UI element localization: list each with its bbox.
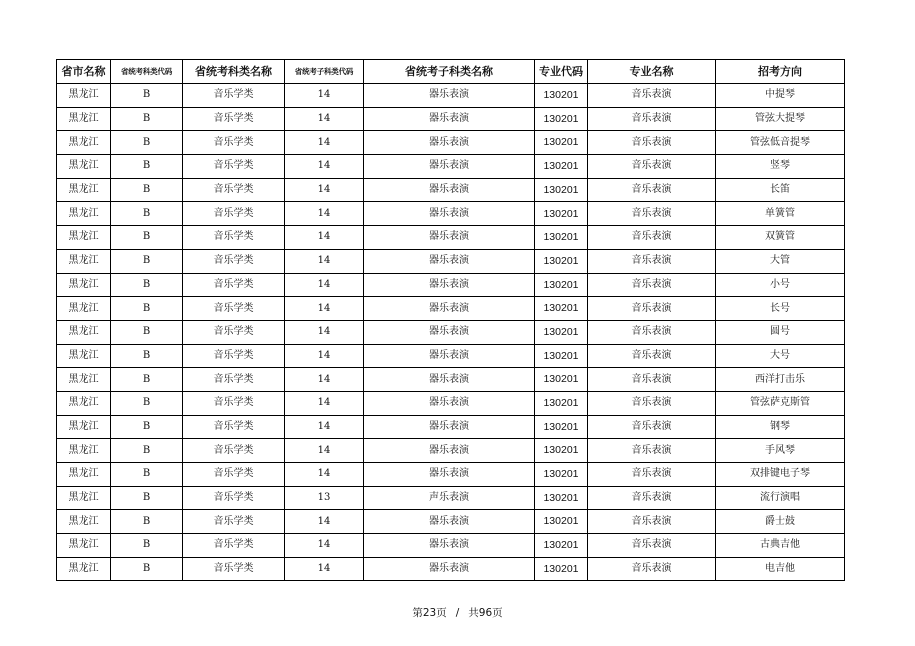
cell-major-code: 130201 xyxy=(535,131,588,155)
cell-major-code: 130201 xyxy=(535,391,588,415)
cell-subcategory-name: 器乐表演 xyxy=(364,368,535,392)
cell-subcategory-name: 器乐表演 xyxy=(364,178,535,202)
cell-subcategory-name: 器乐表演 xyxy=(364,202,535,226)
cell-province: 黑龙江 xyxy=(57,131,111,155)
cell-subcategory-code: 14 xyxy=(285,84,364,108)
cell-major-name: 音乐表演 xyxy=(588,320,716,344)
table-row xyxy=(57,415,845,439)
cell-subcategory-code: 14 xyxy=(285,107,364,131)
cell-subcategory-code: 14 xyxy=(285,226,364,250)
cell-province: 黑龙江 xyxy=(57,297,111,321)
cell-major-code: 130201 xyxy=(535,534,588,558)
cell-category-code: B xyxy=(111,368,183,392)
cell-category-name: 音乐学类 xyxy=(183,131,285,155)
cell-subcategory-name: 器乐表演 xyxy=(364,463,535,487)
cell-direction: 钢琴 xyxy=(716,415,845,439)
cell-province: 黑龙江 xyxy=(57,249,111,273)
cell-subcategory-name: 器乐表演 xyxy=(364,249,535,273)
current-page-label: 第23页 xyxy=(412,607,447,619)
cell-subcategory-code: 14 xyxy=(285,155,364,179)
cell-major-code: 130201 xyxy=(535,249,588,273)
cell-major-name: 音乐表演 xyxy=(588,463,716,487)
cell-direction: 管弦萨克斯管 xyxy=(716,391,845,415)
cell-province: 黑龙江 xyxy=(57,202,111,226)
cell-category-code: B xyxy=(111,510,183,534)
table-row xyxy=(57,297,845,321)
cell-province: 黑龙江 xyxy=(57,463,111,487)
header-subcategory-code: 省统考子科类代码 xyxy=(285,60,364,84)
cell-subcategory-code: 14 xyxy=(285,368,364,392)
cell-subcategory-code: 14 xyxy=(285,202,364,226)
table-body xyxy=(57,84,845,581)
page-footer xyxy=(0,605,915,620)
cell-category-name: 音乐学类 xyxy=(183,320,285,344)
cell-direction: 爵士鼓 xyxy=(716,510,845,534)
cell-subcategory-code: 14 xyxy=(285,249,364,273)
cell-direction: 双簧管 xyxy=(716,226,845,250)
table-row xyxy=(57,510,845,534)
cell-major-name: 音乐表演 xyxy=(588,534,716,558)
cell-category-name: 音乐学类 xyxy=(183,84,285,108)
table-row xyxy=(57,463,845,487)
enrollment-table-container xyxy=(56,59,844,581)
cell-category-name: 音乐学类 xyxy=(183,439,285,463)
cell-subcategory-name: 器乐表演 xyxy=(364,534,535,558)
cell-major-name: 音乐表演 xyxy=(588,297,716,321)
cell-category-code: B xyxy=(111,84,183,108)
cell-direction: 管弦低音提琴 xyxy=(716,131,845,155)
cell-category-name: 音乐学类 xyxy=(183,107,285,131)
cell-category-name: 音乐学类 xyxy=(183,226,285,250)
cell-major-code: 130201 xyxy=(535,510,588,534)
cell-major-code: 130201 xyxy=(535,557,588,581)
cell-subcategory-code: 14 xyxy=(285,131,364,155)
cell-major-name: 音乐表演 xyxy=(588,202,716,226)
cell-province: 黑龙江 xyxy=(57,368,111,392)
cell-subcategory-name: 器乐表演 xyxy=(364,415,535,439)
table-row xyxy=(57,202,845,226)
cell-category-name: 音乐学类 xyxy=(183,155,285,179)
cell-category-code: B xyxy=(111,557,183,581)
cell-subcategory-code: 14 xyxy=(285,178,364,202)
cell-major-code: 130201 xyxy=(535,178,588,202)
cell-major-name: 音乐表演 xyxy=(588,107,716,131)
cell-category-code: B xyxy=(111,202,183,226)
cell-province: 黑龙江 xyxy=(57,273,111,297)
table-row xyxy=(57,107,845,131)
cell-major-name: 音乐表演 xyxy=(588,131,716,155)
cell-subcategory-name: 器乐表演 xyxy=(364,439,535,463)
cell-direction: 大管 xyxy=(716,249,845,273)
cell-major-name: 音乐表演 xyxy=(588,486,716,510)
cell-direction: 管弦大提琴 xyxy=(716,107,845,131)
cell-major-code: 130201 xyxy=(535,320,588,344)
cell-subcategory-code: 14 xyxy=(285,297,364,321)
cell-subcategory-code: 14 xyxy=(285,439,364,463)
cell-direction: 双排键电子琴 xyxy=(716,463,845,487)
cell-province: 黑龙江 xyxy=(57,155,111,179)
cell-category-code: B xyxy=(111,226,183,250)
cell-province: 黑龙江 xyxy=(57,320,111,344)
cell-category-name: 音乐学类 xyxy=(183,344,285,368)
header-major-name: 专业名称 xyxy=(588,60,716,84)
cell-category-name: 音乐学类 xyxy=(183,391,285,415)
total-pages-label: 共96页 xyxy=(468,607,503,619)
cell-direction: 竖琴 xyxy=(716,155,845,179)
cell-category-code: B xyxy=(111,463,183,487)
cell-category-code: B xyxy=(111,344,183,368)
cell-category-name: 音乐学类 xyxy=(183,249,285,273)
cell-direction: 单簧管 xyxy=(716,202,845,226)
table-row xyxy=(57,131,845,155)
cell-subcategory-code: 14 xyxy=(285,344,364,368)
cell-direction: 电吉他 xyxy=(716,557,845,581)
cell-direction: 手风琴 xyxy=(716,439,845,463)
cell-subcategory-name: 器乐表演 xyxy=(364,391,535,415)
cell-category-code: B xyxy=(111,297,183,321)
table-row xyxy=(57,557,845,581)
cell-category-name: 音乐学类 xyxy=(183,463,285,487)
table-row xyxy=(57,486,845,510)
cell-subcategory-name: 器乐表演 xyxy=(364,297,535,321)
cell-major-code: 130201 xyxy=(535,344,588,368)
cell-province: 黑龙江 xyxy=(57,344,111,368)
cell-direction: 西洋打击乐 xyxy=(716,368,845,392)
cell-major-name: 音乐表演 xyxy=(588,249,716,273)
table-row xyxy=(57,391,845,415)
cell-province: 黑龙江 xyxy=(57,510,111,534)
cell-subcategory-code: 13 xyxy=(285,486,364,510)
cell-category-code: B xyxy=(111,107,183,131)
cell-category-name: 音乐学类 xyxy=(183,202,285,226)
cell-category-code: B xyxy=(111,249,183,273)
cell-category-name: 音乐学类 xyxy=(183,178,285,202)
header-category-code: 省统考科类代码 xyxy=(111,60,183,84)
header-category-name: 省统考科类名称 xyxy=(183,60,285,84)
cell-subcategory-name: 器乐表演 xyxy=(364,510,535,534)
cell-direction: 大号 xyxy=(716,344,845,368)
cell-subcategory-code: 14 xyxy=(285,510,364,534)
cell-major-code: 130201 xyxy=(535,84,588,108)
cell-province: 黑龙江 xyxy=(57,391,111,415)
cell-subcategory-name: 器乐表演 xyxy=(364,107,535,131)
cell-direction: 流行演唱 xyxy=(716,486,845,510)
cell-major-code: 130201 xyxy=(535,107,588,131)
cell-category-name: 音乐学类 xyxy=(183,368,285,392)
cell-category-code: B xyxy=(111,131,183,155)
cell-province: 黑龙江 xyxy=(57,84,111,108)
cell-subcategory-name: 器乐表演 xyxy=(364,84,535,108)
cell-category-code: B xyxy=(111,486,183,510)
cell-province: 黑龙江 xyxy=(57,178,111,202)
cell-province: 黑龙江 xyxy=(57,226,111,250)
cell-major-code: 130201 xyxy=(535,486,588,510)
cell-category-code: B xyxy=(111,155,183,179)
table-row xyxy=(57,178,845,202)
table-row xyxy=(57,344,845,368)
cell-province: 黑龙江 xyxy=(57,534,111,558)
cell-major-name: 音乐表演 xyxy=(588,510,716,534)
cell-category-name: 音乐学类 xyxy=(183,557,285,581)
header-province: 省市名称 xyxy=(57,60,111,84)
cell-major-name: 音乐表演 xyxy=(588,178,716,202)
cell-major-code: 130201 xyxy=(535,273,588,297)
cell-major-name: 音乐表演 xyxy=(588,368,716,392)
cell-major-name: 音乐表演 xyxy=(588,344,716,368)
table-row xyxy=(57,320,845,344)
cell-major-name: 音乐表演 xyxy=(588,273,716,297)
cell-category-name: 音乐学类 xyxy=(183,297,285,321)
cell-category-name: 音乐学类 xyxy=(183,415,285,439)
cell-major-name: 音乐表演 xyxy=(588,391,716,415)
cell-category-code: B xyxy=(111,320,183,344)
enrollment-table xyxy=(56,59,845,581)
cell-major-code: 130201 xyxy=(535,439,588,463)
cell-subcategory-name: 器乐表演 xyxy=(364,155,535,179)
cell-category-code: B xyxy=(111,273,183,297)
cell-major-name: 音乐表演 xyxy=(588,415,716,439)
table-row xyxy=(57,155,845,179)
cell-major-name: 音乐表演 xyxy=(588,557,716,581)
cell-subcategory-code: 14 xyxy=(285,415,364,439)
cell-subcategory-code: 14 xyxy=(285,534,364,558)
cell-subcategory-name: 器乐表演 xyxy=(364,320,535,344)
cell-major-code: 130201 xyxy=(535,155,588,179)
header-subcategory-name: 省统考子科类名称 xyxy=(364,60,535,84)
cell-province: 黑龙江 xyxy=(57,107,111,131)
cell-province: 黑龙江 xyxy=(57,415,111,439)
cell-province: 黑龙江 xyxy=(57,439,111,463)
cell-category-code: B xyxy=(111,415,183,439)
cell-major-code: 130201 xyxy=(535,463,588,487)
cell-direction: 圆号 xyxy=(716,320,845,344)
cell-subcategory-name: 器乐表演 xyxy=(364,557,535,581)
table-row xyxy=(57,368,845,392)
cell-direction: 长号 xyxy=(716,297,845,321)
cell-category-name: 音乐学类 xyxy=(183,510,285,534)
table-row xyxy=(57,226,845,250)
cell-category-name: 音乐学类 xyxy=(183,273,285,297)
cell-major-code: 130201 xyxy=(535,226,588,250)
cell-subcategory-code: 14 xyxy=(285,463,364,487)
cell-category-name: 音乐学类 xyxy=(183,486,285,510)
table-row xyxy=(57,439,845,463)
cell-category-code: B xyxy=(111,534,183,558)
cell-subcategory-code: 14 xyxy=(285,391,364,415)
cell-subcategory-name: 器乐表演 xyxy=(364,344,535,368)
cell-direction: 中提琴 xyxy=(716,84,845,108)
cell-direction: 古典吉他 xyxy=(716,534,845,558)
cell-major-name: 音乐表演 xyxy=(588,84,716,108)
cell-subcategory-name: 声乐表演 xyxy=(364,486,535,510)
cell-category-code: B xyxy=(111,178,183,202)
table-row xyxy=(57,84,845,108)
table-row xyxy=(57,534,845,558)
table-row xyxy=(57,249,845,273)
cell-province: 黑龙江 xyxy=(57,486,111,510)
cell-subcategory-code: 14 xyxy=(285,273,364,297)
cell-major-name: 音乐表演 xyxy=(588,155,716,179)
cell-category-name: 音乐学类 xyxy=(183,534,285,558)
cell-subcategory-name: 器乐表演 xyxy=(364,226,535,250)
header-direction: 招考方向 xyxy=(716,60,845,84)
cell-subcategory-code: 14 xyxy=(285,557,364,581)
cell-major-name: 音乐表演 xyxy=(588,226,716,250)
cell-major-code: 130201 xyxy=(535,415,588,439)
cell-subcategory-name: 器乐表演 xyxy=(364,273,535,297)
cell-major-code: 130201 xyxy=(535,202,588,226)
table-row xyxy=(57,273,845,297)
page-separator: / xyxy=(455,607,460,619)
cell-direction: 长笛 xyxy=(716,178,845,202)
cell-subcategory-name: 器乐表演 xyxy=(364,131,535,155)
cell-major-code: 130201 xyxy=(535,297,588,321)
header-major-code: 专业代码 xyxy=(535,60,588,84)
cell-province: 黑龙江 xyxy=(57,557,111,581)
cell-subcategory-code: 14 xyxy=(285,320,364,344)
cell-category-code: B xyxy=(111,391,183,415)
cell-category-code: B xyxy=(111,439,183,463)
cell-direction: 小号 xyxy=(716,273,845,297)
cell-major-code: 130201 xyxy=(535,368,588,392)
cell-major-name: 音乐表演 xyxy=(588,439,716,463)
table-header-row xyxy=(57,60,845,84)
